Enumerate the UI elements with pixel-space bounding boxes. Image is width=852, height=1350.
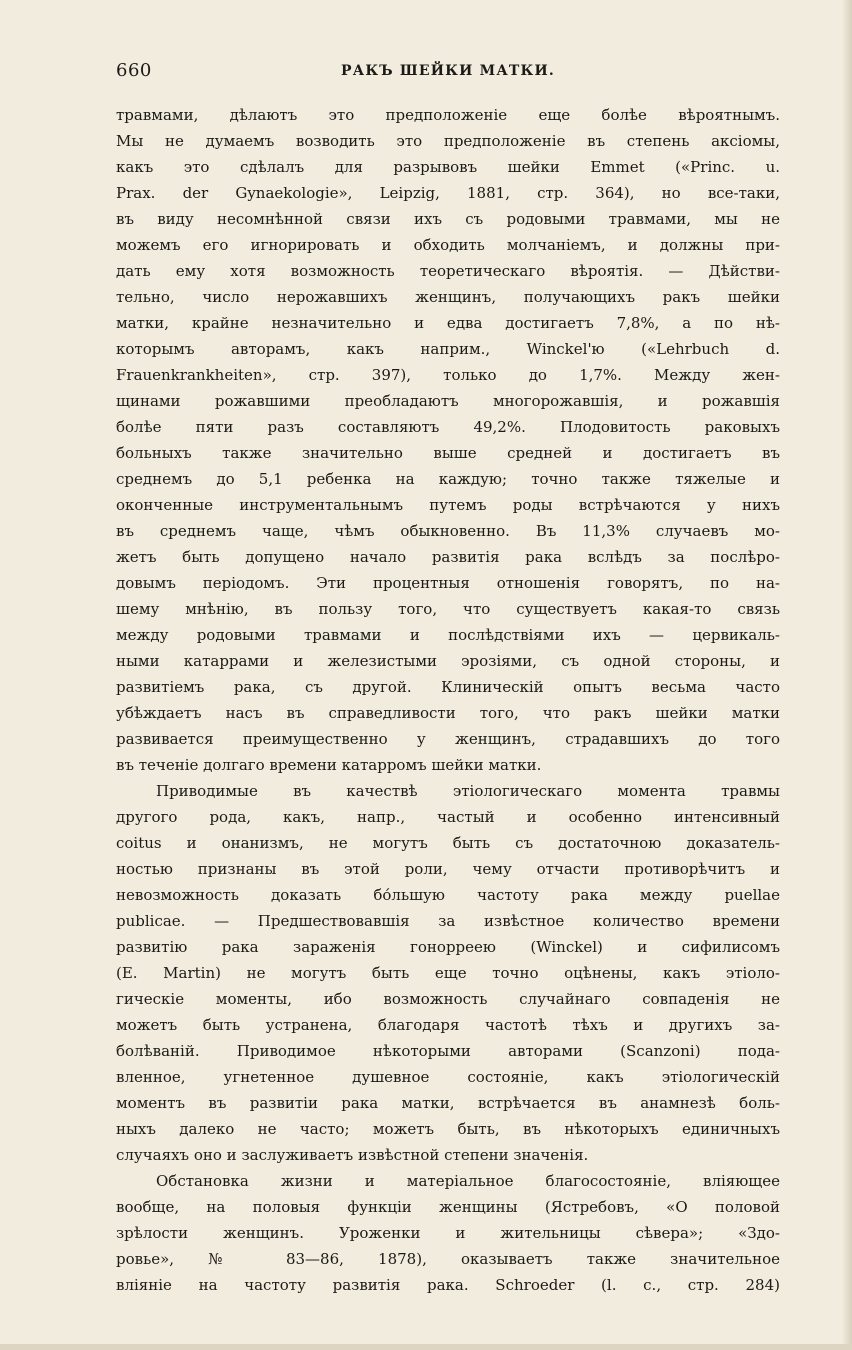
text-line: моментъ въ развитіи рака матки, встрѣчается въ анамнезѣ боль- [116, 1094, 780, 1112]
text-line: ными катаррами и железистыми эрозіями, съ одной стороны, и [116, 652, 780, 670]
running-title: РАКЪ ШЕЙКИ МАТКИ. [341, 63, 555, 79]
page-edge-shadow [842, 0, 852, 1350]
text-line: матки, крайне незначительно и едва достигаетъ 7,8%, а по нѣ- [116, 314, 780, 332]
text-line: развитію рака зараженія гонорреею (Winckel) и сифилисомъ [116, 938, 780, 956]
text-line: Frauenkrankheiten», стр. 397), только до 1,7%. Между жен- [116, 366, 780, 384]
text-line: болѣе пяти разъ составляютъ 49,2%. Плодовитость раковыхъ [116, 418, 780, 436]
text-line: шему мнѣнію, въ пользу того, что существуетъ какая-то связь [116, 600, 780, 618]
text-line: coitus и онанизмъ, не могутъ быть съ достаточною доказатель- [116, 834, 780, 852]
text-line: оконченные инструментальнымъ путемъ роды встрѣчаются у нихъ [116, 496, 780, 514]
text-line: вліяніе на частоту развитія рака. Schroeder (l. c., стр. 284) [116, 1276, 780, 1294]
text-line: развивается преимущественно у женщинъ, страдавшихъ до того [116, 730, 780, 748]
text-line: больныхъ также значительно выше средней и достигаетъ въ [116, 444, 780, 462]
text-line: гическіе моменты, ибо возможность случайнаго совпаденія не [116, 990, 780, 1008]
text-line: вленное, угнетенное душевное состояніе, какъ этіологическій [116, 1068, 780, 1086]
text-line: довымъ періодомъ. Эти процентныя отношенія говорятъ, по на- [116, 574, 780, 592]
text-line: травмами, дѣлаютъ это предположеніе еще болѣе вѣроятнымъ. [116, 106, 780, 124]
text-line: Prax. der Gynaekologie», Leipzig, 1881, стр. 364), но все-таки, [116, 184, 780, 202]
text-line: какъ это сдѣлалъ для разрывовъ шейки Emmet («Princ. u. [116, 158, 780, 176]
text-line: можетъ быть устранена, благодаря частотѣ тѣхъ и другихъ за- [116, 1016, 780, 1034]
text-line: Приводимые въ качествѣ этіологическаго момента травмы [156, 782, 780, 800]
text-line: въ виду несомнѣнной связи ихъ съ родовыми травмами, мы не [116, 210, 780, 228]
text-line: между родовыми травмами и послѣдствіями ихъ — цервикаль- [116, 626, 780, 644]
page-number: 660 [116, 60, 152, 81]
text-line: вообще, на половыя функціи женщины (Ястребовъ, «О половой [116, 1198, 780, 1216]
text-line: которымъ авторамъ, какъ наприм., Winckel'ю («Lehrbuch d. [116, 340, 780, 358]
text-line: щинами рожавшими преобладаютъ многорожавшія, и рожавшія [116, 392, 780, 410]
text-line: publicae. — Предшествовавшія за извѣстное количество времени [116, 912, 780, 930]
text-line: зрѣлости женщинъ. Уроженки и жительницы сѣвера»; «Здо- [116, 1224, 780, 1242]
text-line: Обстановка жизни и матеріальное благосостояніе, вліяющее [156, 1172, 780, 1190]
text-line: невозможность доказать бо́льшую частоту рака между puellae [116, 886, 780, 904]
text-line: въ среднемъ чаще, чѣмъ обыкновенно. Въ 11,3% случаевъ мо- [116, 522, 780, 540]
text-line: дать ему хотя возможность теоретическаго вѣроятія. — Дѣйстви- [116, 262, 780, 280]
text-line: случаяхъ оно и заслуживаетъ извѣстной степени значенія. [116, 1146, 589, 1164]
text-line: въ теченіе долгаго времени катарромъ шейки матки. [116, 756, 542, 774]
text-line: ностью признаны въ этой роли, чему отчасти противорѣчитъ и [116, 860, 780, 878]
text-line: жетъ быть допущено начало развитія рака вслѣдъ за послѣро- [116, 548, 780, 566]
text-line: развитіемъ рака, съ другой. Клиническій опытъ весьма часто [116, 678, 780, 696]
text-line: среднемъ до 5,1 ребенка на каждую; точно также тяжелые и [116, 470, 780, 488]
text-line: болѣваній. Приводимое нѣкоторыми авторами (Scanzoni) пода- [116, 1042, 780, 1060]
text-line: можемъ его игнорировать и обходить молчаніемъ, и должны при- [116, 236, 780, 254]
text-line: ровье», № 83—86, 1878), оказываетъ также значительное [116, 1250, 780, 1268]
text-line: другого рода, какъ, напр., частый и особенно интенсивный [116, 808, 780, 826]
text-line: ныхъ далеко не часто; можетъ быть, въ нѣкоторыхъ единичныхъ [116, 1120, 780, 1138]
text-line: тельно, число нерожавшихъ женщинъ, получающихъ ракъ шейки [116, 288, 780, 306]
text-line: Мы не думаемъ возводить это предположеніе въ степень аксіомы, [116, 132, 780, 150]
text-line: (E. Martin) не могутъ быть еще точно оцѣнены, какъ этіоло- [116, 964, 780, 982]
page-header [116, 60, 780, 84]
body-text [116, 102, 780, 1298]
text-line: убѣждаетъ насъ въ справедливости того, что ракъ шейки матки [116, 704, 780, 722]
page-bottom-edge [0, 1344, 852, 1350]
